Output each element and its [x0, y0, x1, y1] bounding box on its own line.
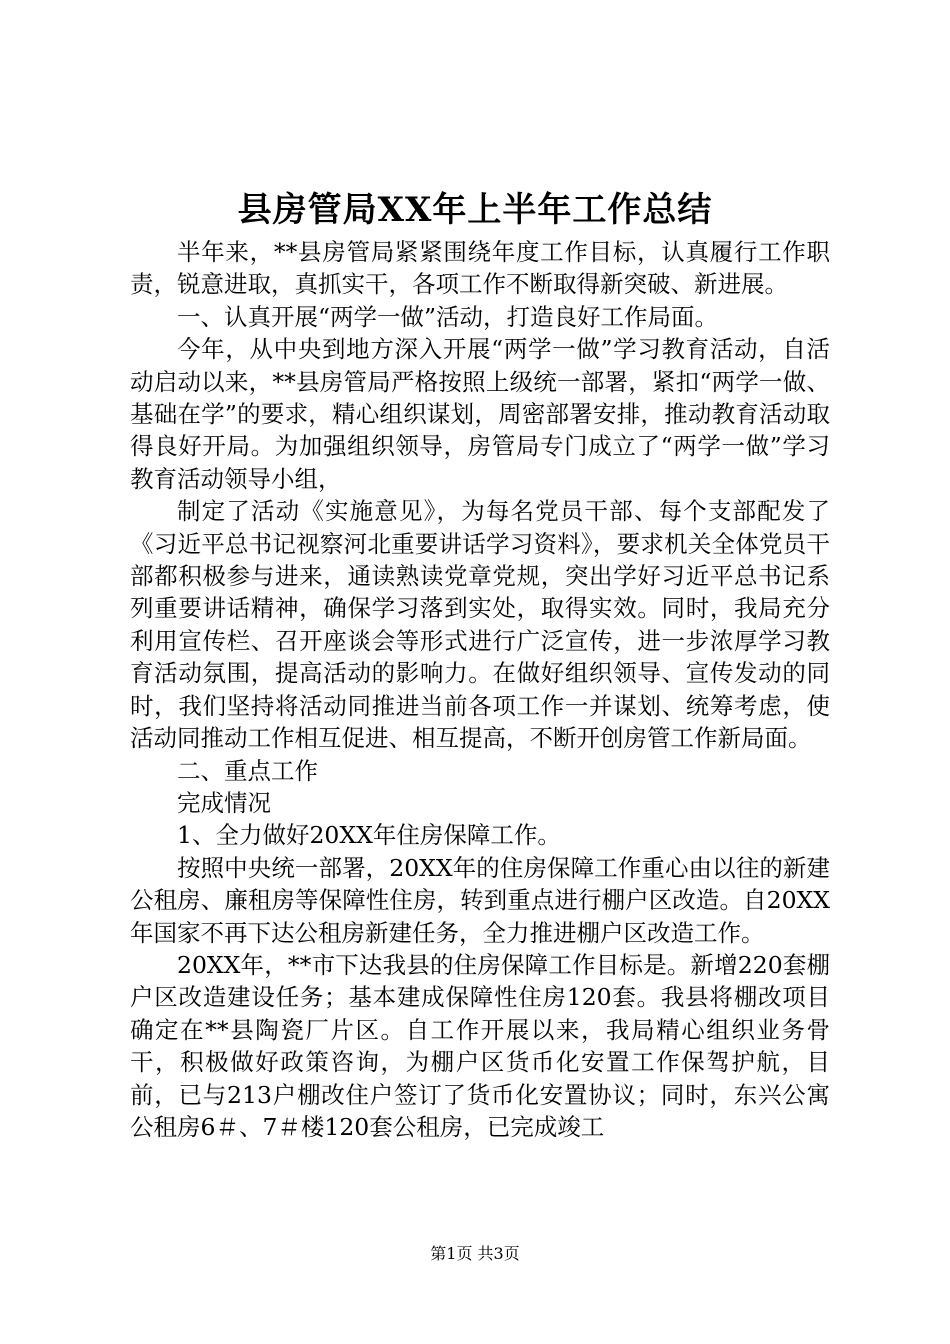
document-body — [130, 236, 830, 1143]
document-title: 县房管局XX年上半年工作总结 — [237, 190, 713, 230]
subsection-heading: 1、全力做好20XX年住房保障工作。 — [177, 821, 561, 850]
paragraph: 今年，从中央到地方深入开展“两学一做”学习教育活动，自活动启动以来，**县房管局严格按照上级统一部署，紧扣“两学一做、基础在学”的要求，精心组织谋划，周密部署安排，推动教育活动取得良好开局。为加强组织领导，房管局专门成立了“两学一做”学习教育活动领导小组， — [130, 335, 830, 493]
paragraph: 半年来，**县房管局紧紧围绕年度工作目标，认真履行工作职责，锐意进取，真抓实干，各项工作不断取得新突破、新进展。 — [130, 238, 830, 299]
page-footer: 第1页 共3页 — [430, 1244, 520, 1263]
paragraph: 20XX年，**市下达我县的住房保障工作目标是。新增220套棚户区改造建设任务；基本建成保障性住房120套。我县将棚改项目确定在**县陶瓷厂片区。自工作开展以来，我局精心组织业务骨干，积极做好政策咨询，为棚户区货币化安置工作保驾护航，目前，已与213户棚改住户签订了货币化安置协议；同时，东兴公寓公租房6＃、7＃楼120套公租房，已完成竣工 — [130, 950, 830, 1141]
paragraph: 制定了活动《实施意见》，为每名党员干部、每个支部配发了《习近平总书记视察河北重要讲话学习资料》，要求机关全体党员干部都积极参与进来，通读熟读党章党规，突出学好习近平总书记系列重要讲话精神，确保学习落到实处，取得实效。同时，我局充分利用宣传栏、召开座谈会等形式进行广泛宣传，进一步浓厚学习教育活动氛围，提高活动的影响力。在做好组织领导、宣传发动的同时，我们坚持将活动同推进当前各项工作一并谋划、统筹考虑，使活动同推动工作相互促进、相互提高，不断开创房管工作新局面。 — [130, 497, 830, 753]
paragraph: 按照中央统一部署，20XX年的住房保障工作重心由以往的新建公租房、廉租房等保障性住房，转到重点进行棚户区改造。自20XX年国家不再下达公租房新建任务，全力推进棚户区改造工作。 — [130, 853, 830, 947]
paragraph: 完成情况 — [177, 788, 271, 817]
section-heading: 一、认真开展“两学一做”活动，打造良好工作局面。 — [177, 302, 719, 331]
section-heading: 二、重点工作 — [177, 756, 318, 785]
